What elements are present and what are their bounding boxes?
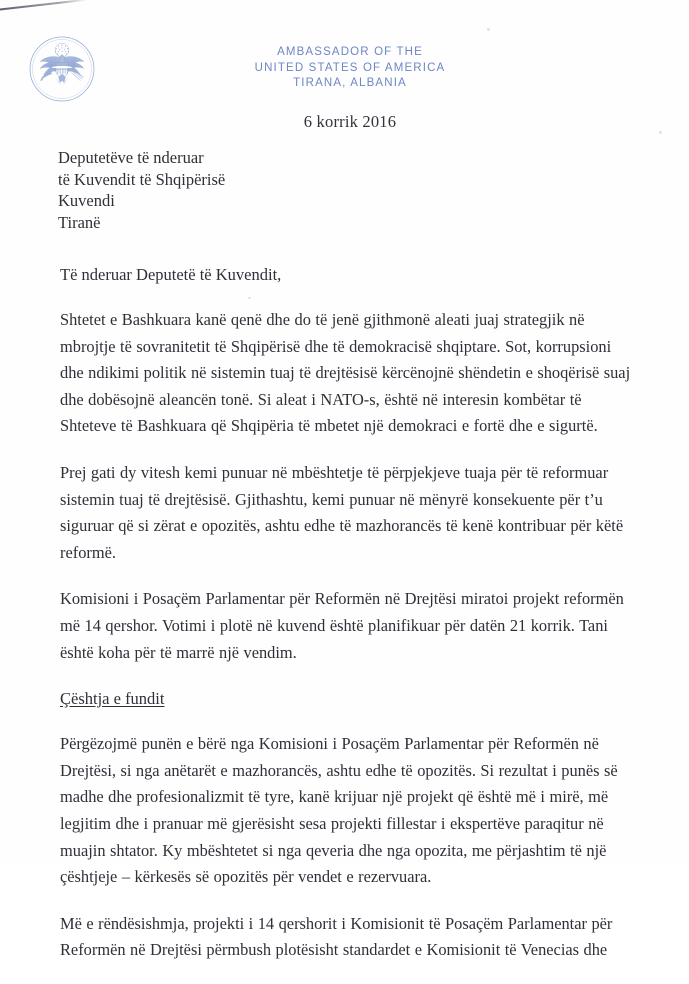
- letterhead-line-3: TIRANA, ALBANIA: [293, 77, 407, 89]
- paragraph-5: Më e rëndësishmja, projekti i 14 qershorit i Komisionit të Posaçëm Parlamentar për Reformën në Drejtësi përmbush plotësisht standardet e Komisionit të Venecias dhe: [60, 913, 613, 960]
- letterhead-text: [180, 45, 520, 92]
- section-heading-label: Çështja e fundit: [60, 689, 165, 709]
- addressee-line-3: Kuvendi: [58, 191, 115, 210]
- salutation: Të nderuar Deputetë të Kuvendit,: [60, 265, 282, 284]
- letterhead-line-1: AMBASSADOR OF THE: [277, 46, 423, 58]
- addressee-line-2: të Kuvendit të Shqipërisë: [58, 169, 226, 189]
- addressee-block: [58, 147, 225, 233]
- letterhead-line-2: UNITED STATES OF AMERICA: [254, 61, 446, 74]
- section-heading: [60, 686, 632, 712]
- great-seal-icon: [28, 34, 96, 104]
- paragraph-3: Komisioni i Posaçëm Parlamentar për Reformën në Drejtësi miratoi projekt reformën më 14 qershor. Votimi i plotë në kuvend është planifikuar për datën 21 korrik. Tani është koha për të marrë një vendim.: [60, 589, 624, 662]
- addressee-line-4: Tiranë: [58, 212, 101, 232]
- paragraph-4: Përgëzojmë punën e bërë nga Komisioni i Posaçëm Parlamentar për Reformën në Drejtësi, si nga anëtarët e mazhorancës, ashtu edhe të opozitës. Si rezultat i punës së madhe dhe profesionalizmit të tyre, kanë krijuar një projekt që është më i mirë, më legjitim dhe i pranuar më gjerësisht sesa projekti fillestar i ekspertëve paraqitur në muajin shtator. Ky mbështetet si nga qeveria dhe nga opozita, me përjashtim të një çështjeje – kërkesës së opozitës për vendet e rezervuara.: [60, 734, 618, 887]
- paragraph-1: Shtetet e Bashkuara kanë qenë dhe do të jenë gjithmonë aleati juaj strategjik në mbrojtje të sovranitetit të Shqipërisë dhe të demokracisë shqiptare. Sot, korrupsioni dhe ndikimi politik në sistemin tuaj të drejtësisë kërcënojnë shëndetin e shoqërisë suaj dhe dobësojnë aleancën tonë. Si aleat i NATO-s, është në interesin kombëtar të Shteteve të Bashkuara që Shqipëria të mbetet një demokraci e fortë dhe e sigurtë.: [60, 310, 631, 436]
- letterhead: [0, 0, 689, 110]
- date-line: 6 korrik 2016: [303, 112, 397, 131]
- addressee-line-1: Deputetëve të nderuar: [58, 148, 204, 167]
- paragraph-2: Prej gati dy vitesh kemi punuar në mbështetje të përpjekjeve tuaja për të reformuar sistemin tuaj të drejtësisë. Gjithashtu, kemi punuar në mënyrë konsekuente për t’u siguruar që si zërat e opozitës, ashtu edhe të mazhorancës të kenë kontribuar për këtë reformë.: [60, 462, 624, 562]
- letter-body: [60, 262, 632, 984]
- scan-speck: [659, 131, 662, 134]
